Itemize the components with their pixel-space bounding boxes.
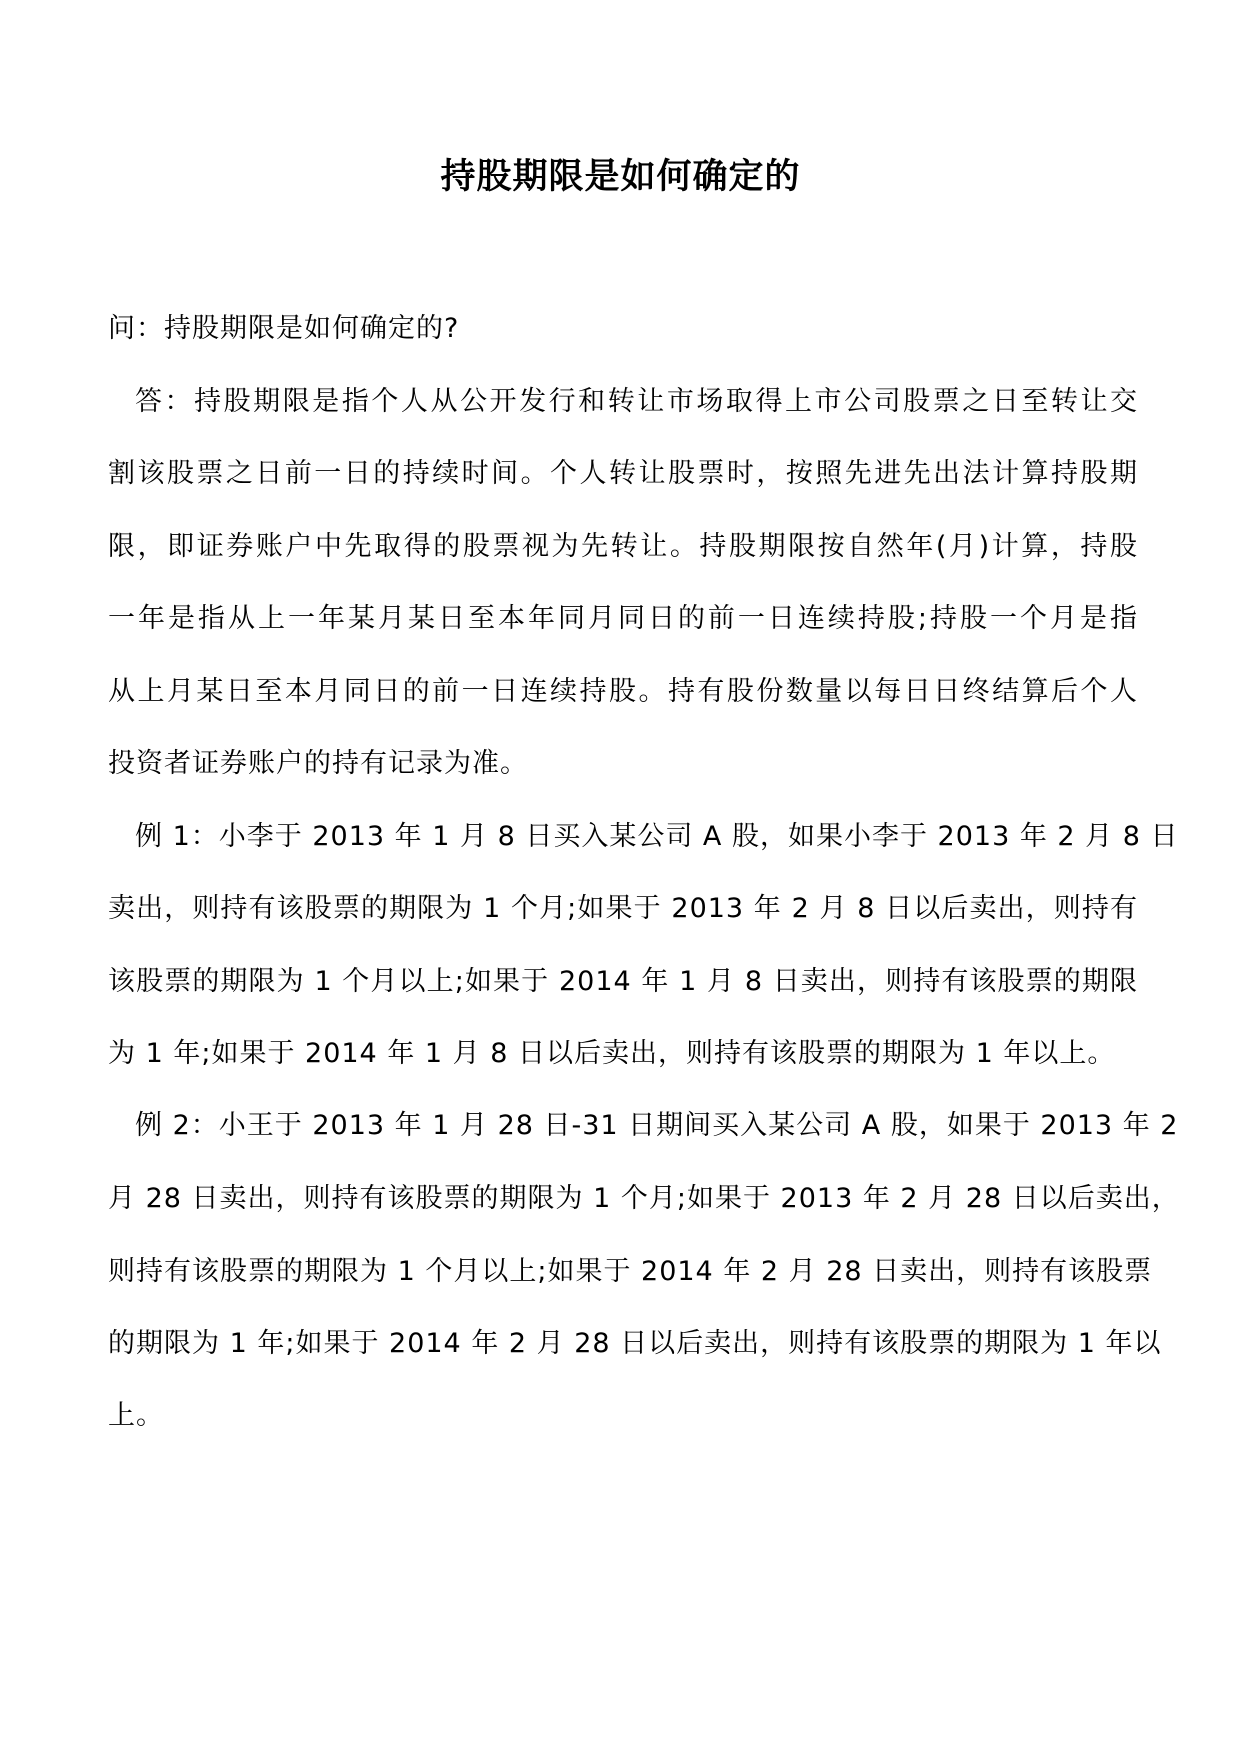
answer-line: 答：持股期限是指个人从公开发行和转让市场取得上市公司股票之日至转让交 [135, 386, 1138, 417]
example2-line: 月 28 日卖出，则持有该股票的期限为 1 个月;如果于 2013 年 2 月 28 日以后卖出， [108, 1183, 1180, 1214]
question-line: 问：持股期限是如何确定的? [108, 313, 460, 344]
example1-line: 卖出，则持有该股票的期限为 1 个月;如果于 2013 年 2 月 8 日以后卖出，则持有 [108, 893, 1138, 924]
answer-line: 割该股票之日前一日的持续时间。个人转让股票时，按照先进先出法计算持股期 [108, 458, 1138, 489]
example2-line: 上。 [108, 1400, 164, 1431]
example2-line: 例 2：小王于 2013 年 1 月 28 日-31 日期间买入某公司 A 股，如果于 2013 年 2 [135, 1110, 1179, 1141]
answer-line: 限，即证券账户中先取得的股票视为先转让。持股期限按自然年(月)计算，持股 [108, 531, 1138, 562]
example1-line: 为 1 年;如果于 2014 年 1 月 8 日以后卖出，则持有该股票的期限为 1 年以上。 [108, 1038, 1116, 1069]
example1-line: 该股票的期限为 1 个月以上;如果于 2014 年 1 月 8 日卖出，则持有该股票的期限 [108, 966, 1138, 997]
answer-line: 一年是指从上一年某月某日至本年同月同日的前一日连续持股;持股一个月是指 [108, 603, 1138, 634]
answer-line: 投资者证券账户的持有记录为准。 [108, 748, 528, 779]
document-title: 持股期限是如何确定的 [440, 156, 801, 197]
example1-line: 例 1：小李于 2013 年 1 月 8 日买入某公司 A 股，如果小李于 2013 年 2 月 8 日 [135, 821, 1179, 852]
example2-line: 则持有该股票的期限为 1 个月以上;如果于 2014 年 2 月 28 日卖出，则持有该股票 [108, 1256, 1153, 1287]
example2-line: 的期限为 1 年;如果于 2014 年 2 月 28 日以后卖出，则持有该股票的期限为 1 年以 [108, 1328, 1162, 1359]
answer-line: 从上月某日至本月同日的前一日连续持股。持有股份数量以每日日终结算后个人 [108, 676, 1138, 707]
